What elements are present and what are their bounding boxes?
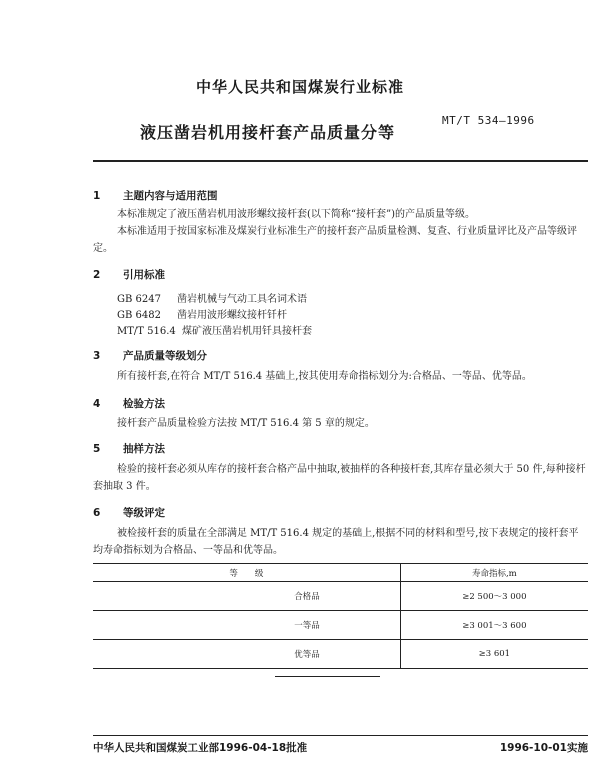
standard-organization: 中华人民共和国煤炭行业标准 [195, 78, 404, 96]
grade-cell: 一等品 [93, 611, 400, 640]
section-heading: 5 抽样方法 [93, 443, 165, 455]
section-paragraph: 本标准适用于按国家标准及煤炭行业标准生产的接杆套产品质量检测、复查、行业质量评比及产品等级评定。 [93, 226, 577, 254]
reference-item: MT/T 516.4 煤矿液压凿岩机用钎具接杆套 [117, 326, 312, 337]
document-title: 液压凿岩机用接杆套产品质量分等 [140, 123, 396, 142]
section-paragraph: 所有接杆套,在符合 MT/T 516.4 基础上,按其使用寿命指标划分为:合格品、一等品、优等品。 [117, 371, 532, 382]
reference-item: GB 6247 凿岩机械与气动工具名词术语 [117, 294, 307, 305]
table-header-row [93, 564, 588, 582]
end-of-text-line [275, 676, 380, 677]
standard-code: MT/T 534—1996 [442, 114, 535, 127]
grade-cell: 合格品 [93, 582, 400, 611]
section-heading: 4 检验方法 [93, 398, 165, 410]
approval-statement: 中华人民共和国煤炭工业部1996-04-18批准 [93, 742, 308, 754]
footer-divider [93, 735, 588, 736]
grade-cell: 优等品 [93, 640, 400, 669]
column-header-life-index: 寿命指标,m [400, 564, 588, 582]
section-paragraph: 接杆套产品质量检验方法按 MT/T 516.4 第 5 章的规定。 [117, 418, 375, 429]
column-header-grade: 等 级 [93, 564, 400, 582]
section-heading: 2 引用标准 [93, 269, 165, 281]
reference-item: GB 6482 凿岩用波形螺纹接杆钎杆 [117, 310, 287, 321]
section-paragraph: 本标准规定了液压凿岩机用波形螺纹接杆套(以下简称“接杆套”)的产品质量等级。 [117, 209, 476, 220]
section-heading: 1 主题内容与适用范围 [93, 190, 218, 202]
header-divider [93, 160, 588, 162]
section-paragraph: 被检接杆套的质量在全部满足 MT/T 516.4 规定的基础上,根据不同的材料和型号,按下表规定的接杆套平均寿命指标划为合格品、一等品和优等品。 [93, 528, 579, 556]
section-heading: 3 产品质量等级划分 [93, 350, 207, 362]
table-row [93, 582, 588, 611]
table-row [93, 640, 588, 669]
grade-table [93, 563, 588, 669]
section-paragraph: 检验的接杆套必须从库存的接杆套合格产品中抽取,被抽样的各种接杆套,其库存量必须大于 50 件,每种接杆套抽取 3 件。 [93, 464, 586, 492]
implementation-date: 1996-10-01实施 [499, 742, 588, 754]
life-index-cell: ≥3 601 [400, 640, 588, 669]
table-row [93, 611, 588, 640]
life-index-cell: ≥2 500～3 000 [400, 582, 588, 611]
section-heading: 6 等级评定 [93, 507, 165, 519]
life-index-cell: ≥3 001～3 600 [400, 611, 588, 640]
